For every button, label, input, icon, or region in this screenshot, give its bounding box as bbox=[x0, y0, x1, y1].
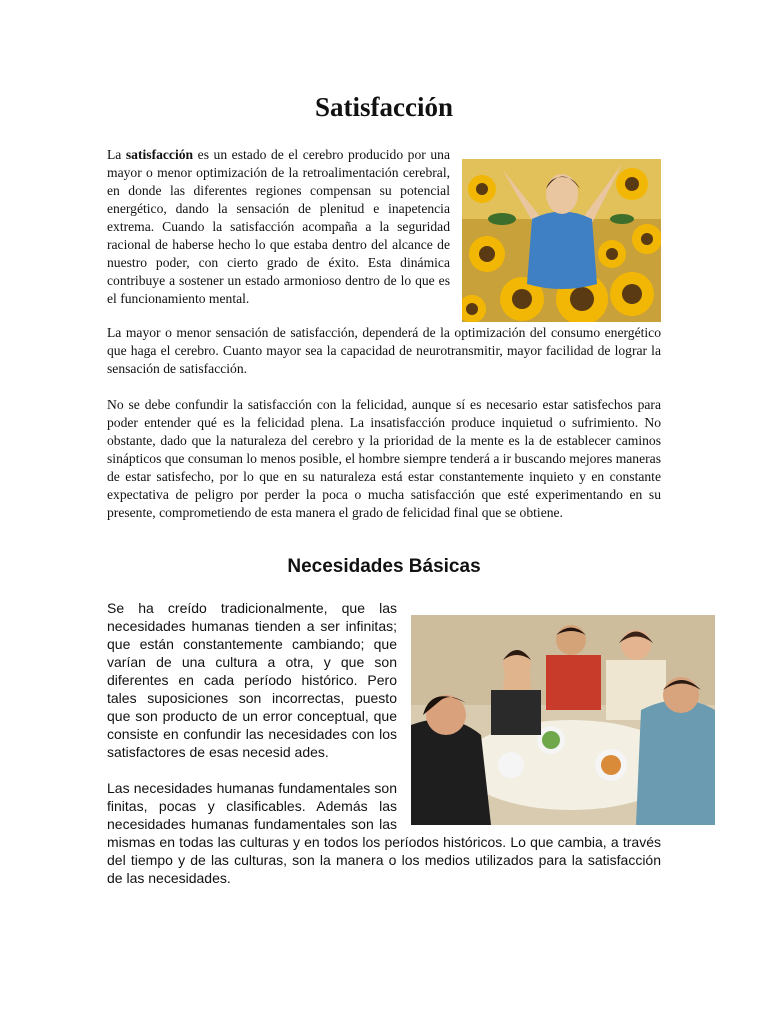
paragraph-2: La mayor o menor sensación de satisfacción, dependerá de la optimización del consumo energético que haga el cerebro. Cuanto mayor sea la capacidad de neurotransmitir, mayor facilidad de lograr la sensación de satisfacción. bbox=[107, 325, 661, 376]
sunflower-woman-image bbox=[462, 159, 661, 322]
family-meal-image bbox=[411, 615, 715, 825]
paragraph-3: No se debe confundir la satisfacción con la felicidad, aunque sí es necesario estar satisfechos para poder entender qué es la felicidad plena. La insatisfacción produce inquietud o sufrimiento. No obstante, dado que la naturaleza del cerebro y la prioridad de la mente es la de establecer caminos sinápticos que consuman lo menos posible, el hombre siempre tenderá a ir buscando mejores maneras de estar satisfecho, por lo que en su naturaleza está estar constantemente inquieto y en constante expectativa de peligro por perder la poca o mucha satisfacción que esté experimentando en su presente, comprometiendo de esta manera el grado de felicidad final que se obtiene. bbox=[107, 397, 661, 520]
section-paragraph-1: Se ha creído tradicionalmente, que las necesidades humanas tienden a ser infinitas; que están constantemente cambiando; que varían de una cultura a otra, y que son diferentes en cada período histórico. Pero tales suposiciones son incorrectas, puesto que son producto de un error conceptual, que consiste en confundir las necesidades con los satisfactores de esas necesid ades. bbox=[107, 600, 397, 760]
section-paragraph-2: Las necesidades humanas fundamentales son finitas, pocas y clasificables. Además las necesidades humanas fundamentales son las mismas en todas las culturas y en todos los períodos históricos. Lo que cambia, a través del tiempo y de las culturas, son la manera o los medios utilizados para la satisfacción de las necesidades. bbox=[107, 780, 661, 886]
page-title: Satisfacción bbox=[315, 92, 453, 122]
intro-paragraph bbox=[107, 146, 661, 326]
intro-lead: La bbox=[107, 147, 126, 162]
section-heading: Necesidades Básicas bbox=[287, 556, 481, 577]
section-body bbox=[107, 599, 661, 887]
intro-text: es un estado de el cerebro producido por una mayor o menor optimización de la retroalimentación cerebral, en donde las diferentes regiones compensan su potencial energético, dando la sensación de plenitud e inapetencia extrema. Cuando la satisfacción acompaña a la seguridad racional de haberse hecho lo que estaba dentro del alcance de nuestro poder, con cierto grado de éxito. Esta dinámica contribuye a sostener un estado armonioso dentro de lo que es el funcionamiento mental. bbox=[107, 147, 450, 306]
intro-keyword: satisfacción bbox=[125, 147, 194, 162]
